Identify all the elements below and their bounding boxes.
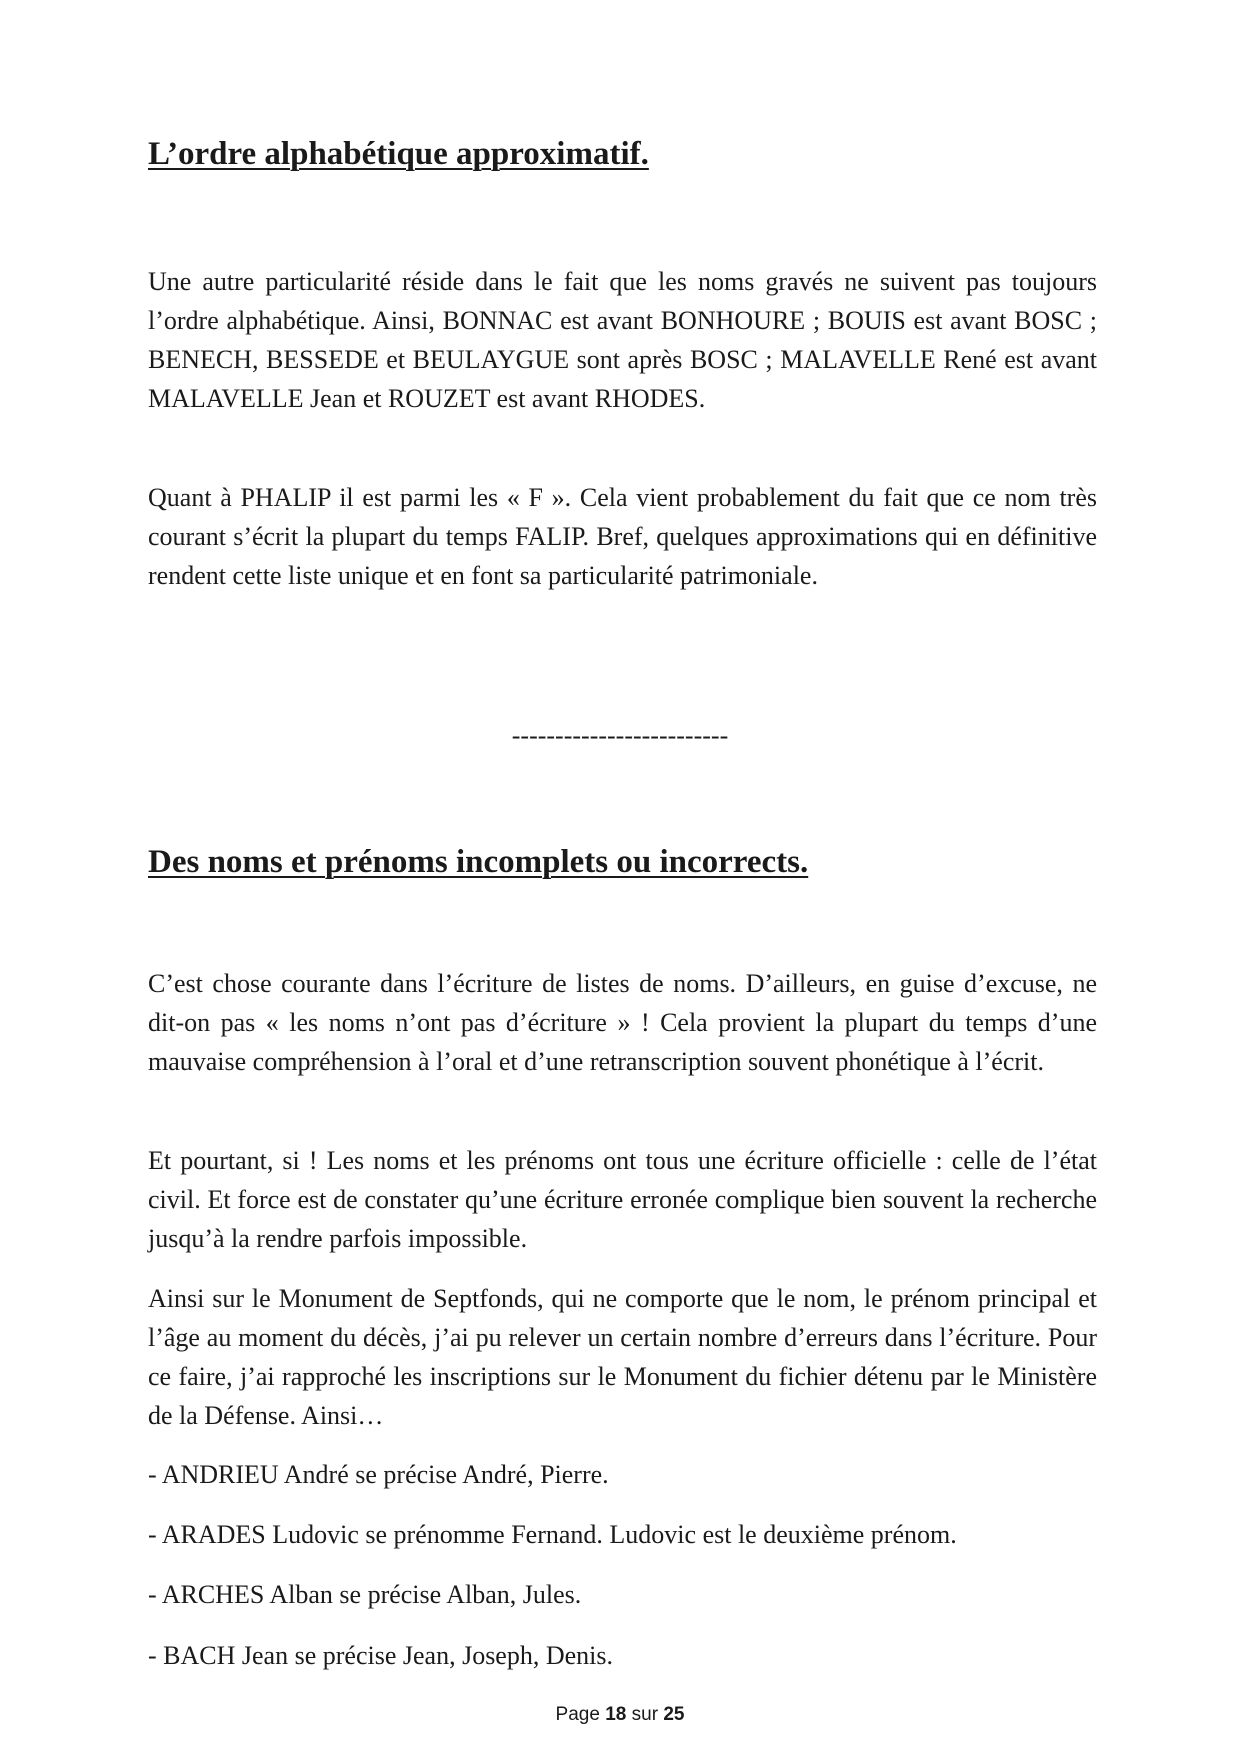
current-page-number: 18 <box>605 1704 627 1725</box>
footer-middle: sur <box>631 1704 659 1725</box>
page-footer <box>0 1703 1240 1727</box>
list-item: - ARADES Ludovic se prénomme Fernand. Ludovic est le deuxième prénom. <box>148 1520 957 1549</box>
list-item: - ANDRIEU André se précise André, Pierre. <box>148 1460 609 1489</box>
section-title-noms: Des noms et prénoms incomplets ou incorrects. <box>148 844 809 880</box>
section-separator: ------------------------- <box>511 721 729 750</box>
footer-prefix: Page <box>555 1704 600 1725</box>
section-title-ordre: L’ordre alphabétique approximatif. <box>148 136 649 172</box>
paragraph-noms-1: C’est chose courante dans l’écriture de listes de noms. D’ailleurs, en guise d’excuse, ne dit-on pas « les noms n’ont pas d’écriture » ! Cela provient la plupart du temps d’une mauvaise compréhension à l’oral et d’une retranscription souvent phonétique à l’écrit. <box>148 969 1097 1076</box>
list-item: - ARCHES Alban se précise Alban, Jules. <box>148 1580 582 1609</box>
list-item: - BACH Jean se précise Jean, Joseph, Denis. <box>148 1641 614 1670</box>
total-page-count: 25 <box>663 1704 685 1725</box>
paragraph-noms-3: Ainsi sur le Monument de Septfonds, qui ne comporte que le nom, le prénom principal et l’âge au moment du décès, j’ai pu relever un certain nombre d’erreurs dans l’écriture. Pour ce faire, j’ai rapproché les inscriptions sur le Monument du fichier détenu par le Ministère de la Défense. Ainsi… <box>148 1284 1097 1430</box>
paragraph-ordre-1: Une autre particularité réside dans le fait que les noms gravés ne suivent pas toujours l’ordre alphabétique. Ainsi, BONNAC est avant BONHOURE ; BOUIS est avant BOSC ; BENECH, BESSEDE et BEULAYGUE sont après BOSC ; MALAVELLE René est avant MALAVELLE Jean et ROUZET est avant RHODES. <box>148 267 1097 413</box>
paragraph-ordre-2: Quant à PHALIP il est parmi les « F ». Cela vient probablement du fait que ce nom très courant s’écrit la plupart du temps FALIP. Bref, quelques approximations qui en définitive rendent cette liste unique et en font sa particularité patrimoniale. <box>148 483 1097 590</box>
paragraph-noms-2: Et pourtant, si ! Les noms et les prénoms ont tous une écriture officielle : celle de l’état civil. Et force est de constater qu’une écriture erronée complique bien souvent la recherche jusqu’à la rendre parfois impossible. <box>148 1146 1097 1253</box>
